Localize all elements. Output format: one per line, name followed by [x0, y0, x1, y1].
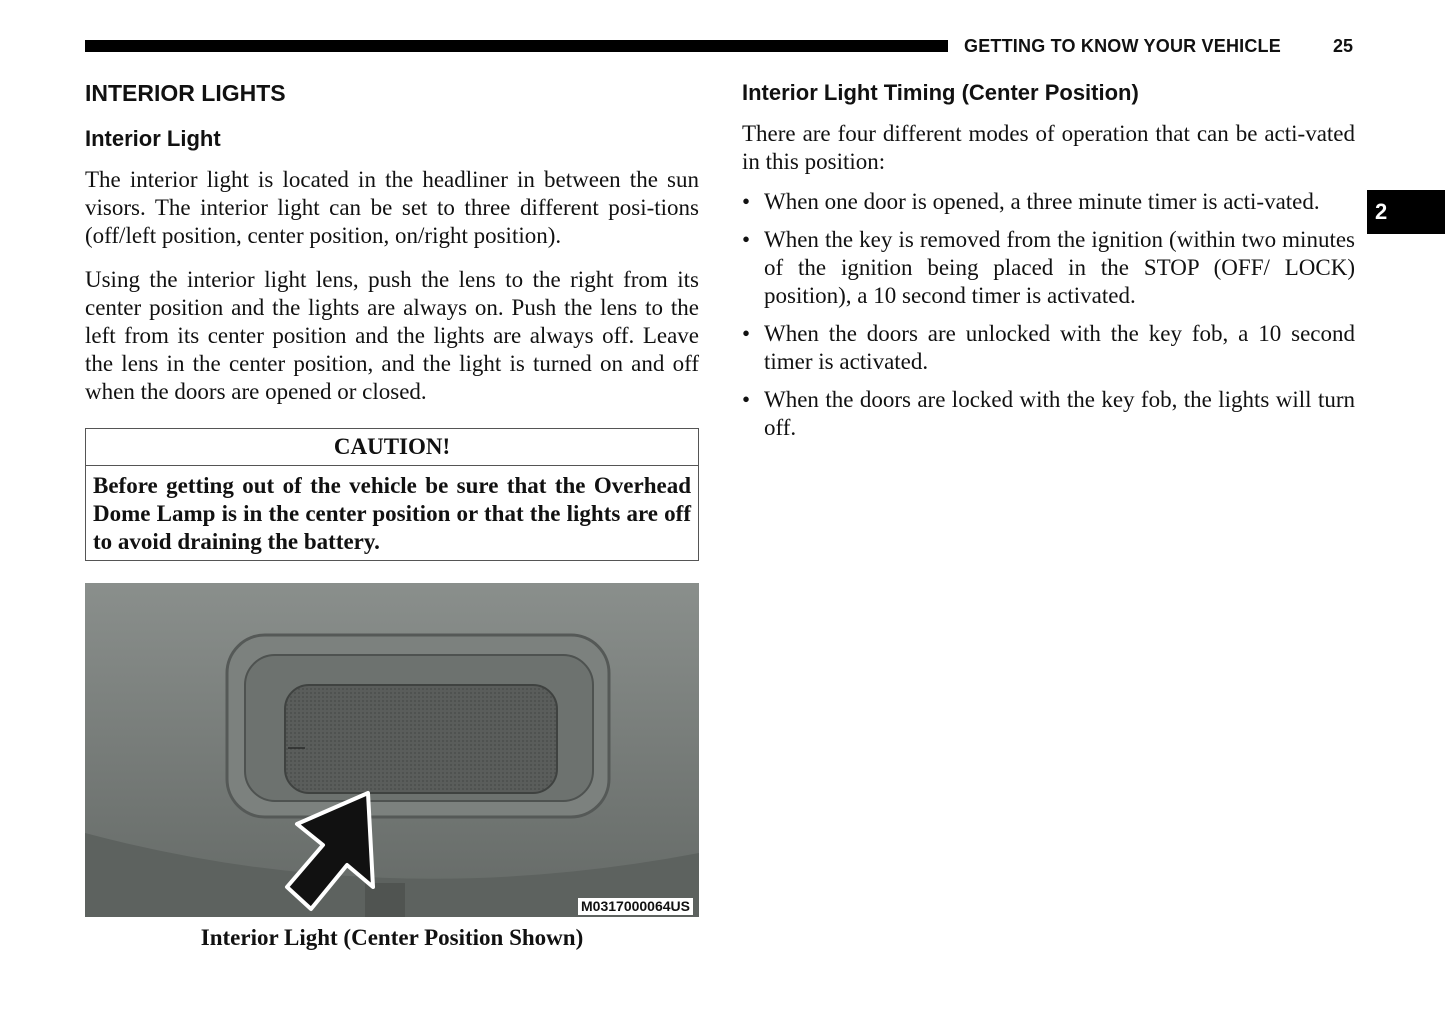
right-column — [742, 78, 1355, 452]
chapter-tab-label: 2 — [1375, 199, 1388, 224]
timing-heading: Interior Light Timing (Center Position) — [742, 80, 1139, 105]
subsection-heading: Interior Light — [85, 126, 221, 151]
list-item — [742, 320, 1355, 376]
section-heading: INTERIOR LIGHTS — [85, 80, 286, 106]
timing-intro: There are four different modes of operation that can be acti-vated in this position: — [742, 121, 1355, 174]
timing-modes-list — [742, 188, 1355, 442]
list-item — [742, 226, 1355, 310]
caution-box — [85, 428, 699, 561]
paragraph-lens-usage: Using the interior light lens, push the lens to the right from its center position and the lights are always on. Push the lens to the left from its center position and the lights are always off. Leave the lens in the center position, and the light is turned on and off when the doors are opened or closed. — [85, 267, 699, 404]
chapter-tab — [1367, 190, 1445, 234]
figure-code: M0317000064US — [578, 898, 693, 915]
bullet-marker: • — [742, 387, 751, 412]
bullet-marker: • — [742, 227, 751, 252]
paragraph-location: The interior light is located in the headliner in between the sun visors. The interior light can be set to three different posi-tions (off/left position, center position, on/right position). — [85, 167, 699, 248]
running-header-title: GETTING TO KNOW YOUR VEHICLE — [964, 36, 1281, 56]
figure-caption: Interior Light (Center Position Shown) — [200, 925, 584, 950]
bullet-marker: • — [742, 321, 751, 346]
page-number: 25 — [1333, 36, 1354, 56]
left-column — [85, 78, 699, 561]
caution-title: CAUTION! — [86, 429, 698, 466]
list-item-text: When one door is opened, a three minute timer is acti-vated. — [764, 189, 1320, 214]
interior-light-figure — [85, 583, 699, 917]
bullet-marker: • — [742, 189, 751, 214]
list-item — [742, 188, 1355, 216]
dome-lamp-illustration — [85, 583, 699, 917]
caution-body: Before getting out of the vehicle be sure that the Overhead Dome Lamp is in the center position or that the lights are off to avoid draining the battery. — [93, 473, 691, 554]
list-item-text: When the doors are unlocked with the key fob, a 10 second timer is activated. — [764, 321, 1355, 374]
header-rule — [85, 40, 948, 52]
list-item-text: When the key is removed from the ignition (within two minutes of the ignition being placed in the STOP (OFF/ LOCK) position), a 10 second timer is activated. — [764, 227, 1355, 308]
list-item-text: When the doors are locked with the key fob, the lights will turn off. — [764, 387, 1355, 440]
list-item — [742, 386, 1355, 442]
